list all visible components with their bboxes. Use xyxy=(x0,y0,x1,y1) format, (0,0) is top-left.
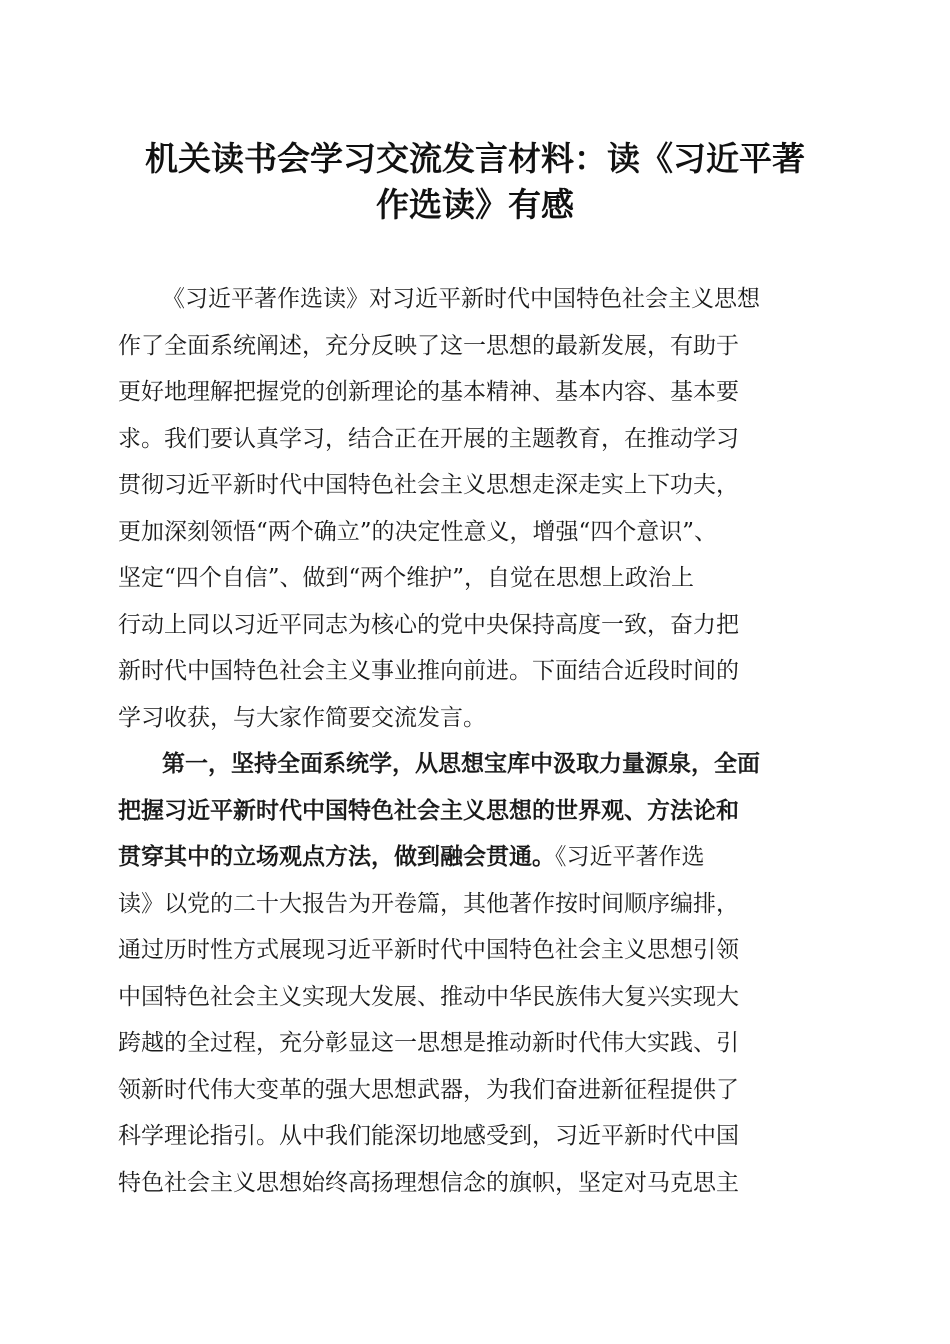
document-title xyxy=(100,136,850,228)
paragraph-line: 更好地理解把握党的创新理论的基本精神、基本内容、基本要 xyxy=(118,379,739,405)
title-line-2: 作选读》有感 xyxy=(376,185,574,224)
document-body xyxy=(118,276,828,1206)
paragraph-line: 贯彻习近平新时代中国特色社会主义思想走深走实上下功夫， xyxy=(118,472,739,498)
paragraph-line: 中国特色社会主义实现大发展、推动中华民族伟大复兴实现大 xyxy=(118,983,739,1010)
paragraph-line: 坚定“四个自信”、做到“两个维护”，自觉在思想上政治上 xyxy=(118,565,695,591)
paragraph-line-mixed xyxy=(118,834,828,881)
paragraph-line-bold: 把握习近平新时代中国特色社会主义思想的世界观、方法论和 xyxy=(118,796,739,824)
paragraph-line: 学习收获，与大家作简要交流发言。 xyxy=(118,704,486,731)
paragraph-line: 求。我们要认真学习，结合正在开展的主题教育，在推动学习 xyxy=(118,425,739,452)
paragraph-line: 科学理论指引。从中我们能深切地感受到，习近平新时代中国 xyxy=(118,1123,739,1149)
paragraph-line: 通过历时性方式展现习近平新时代中国特色社会主义思想引领 xyxy=(118,937,739,963)
title-line-1: 机关读书会学习交流发言材料：读《习近平著 xyxy=(145,139,805,178)
paragraph-first-point xyxy=(118,741,828,1206)
paragraph-line: 作了全面系统阐述，充分反映了这一思想的最新发展，有助于 xyxy=(118,332,739,359)
normal-run: 《习近平著作选 xyxy=(555,844,705,870)
paragraph-line: 新时代中国特色社会主义事业推向前进。下面结合近段时间的 xyxy=(118,658,739,684)
paragraph-line: 更加深刻领悟“两个确立”的决定性意义，增强“四个意识”、 xyxy=(118,518,718,545)
paragraph-line: 领新时代伟大变革的强大思想武器，为我们奋进新征程提供了 xyxy=(118,1076,739,1103)
paragraph-line: 跨越的全过程，充分彰显这一思想是推动新时代伟大实践、引 xyxy=(118,1030,739,1056)
paragraph-line: 《习近平著作选读》对习近平新时代中国特色社会主义思想 xyxy=(162,286,760,312)
paragraph-line: 行动上同以习近平同志为核心的党中央保持高度一致，奋力把 xyxy=(118,611,739,638)
paragraph-line-bold: 第一，坚持全面系统学，从思想宝库中汲取力量源泉，全面 xyxy=(162,750,760,777)
paragraph-line: 读》以党的二十大报告为开卷篇，其他著作按时间顺序编排， xyxy=(118,890,739,917)
paragraph-line: 特色社会主义思想始终高扬理想信念的旗帜，坚定对马克思主 xyxy=(118,1169,739,1196)
paragraph-intro xyxy=(118,276,828,741)
bold-run: 贯穿其中的立场观点方法，做到融会贯通。 xyxy=(118,843,555,870)
